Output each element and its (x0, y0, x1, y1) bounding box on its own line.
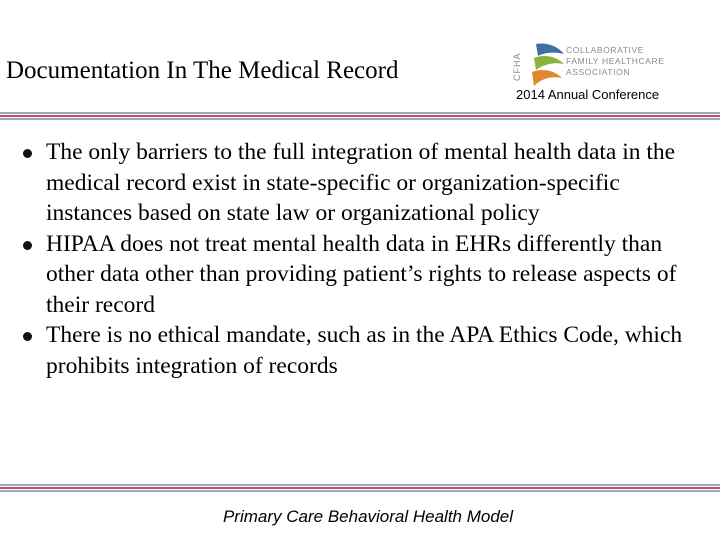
bullet-item (18, 229, 708, 321)
bullet-item (18, 137, 708, 229)
bullet-text: The only barriers to the full integration of mental health data in the medical record exist in state-specific or organization-specific instances based on state law or organizational policy (46, 139, 676, 226)
bullet-dot-icon (23, 149, 32, 158)
bullet-dot-icon (23, 241, 32, 250)
bottom-divider (0, 484, 720, 493)
conference-label: 2014 Annual Conference (516, 87, 660, 102)
bullet-text: HIPAA does not treat mental health data in EHRs differently than other data other than providing patient’s rights to release aspects of their record (46, 230, 677, 318)
logo-organization-name (566, 45, 686, 78)
slide-title: Documentation In The Medical Record (6, 57, 399, 84)
footer (0, 507, 720, 527)
top-divider (0, 112, 720, 121)
bullet-item (18, 320, 708, 381)
logo-org-line: ASSOCIATION (566, 67, 631, 77)
logo-org-line: FAMILY HEALTHCARE (566, 56, 665, 66)
bullet-text: There is no ethical mandate, such as in the APA Ethics Code, which prohibits integration of records (46, 322, 683, 379)
cfha-logo-mark-icon (520, 40, 570, 94)
logo-org-line: COLLABORATIVE (566, 45, 645, 55)
bullet-list (18, 137, 708, 381)
logo-abbreviation: CFHA (512, 52, 522, 82)
footer-text: Primary Care Behavioral Health Model (222, 507, 514, 526)
bullet-dot-icon (23, 332, 32, 341)
